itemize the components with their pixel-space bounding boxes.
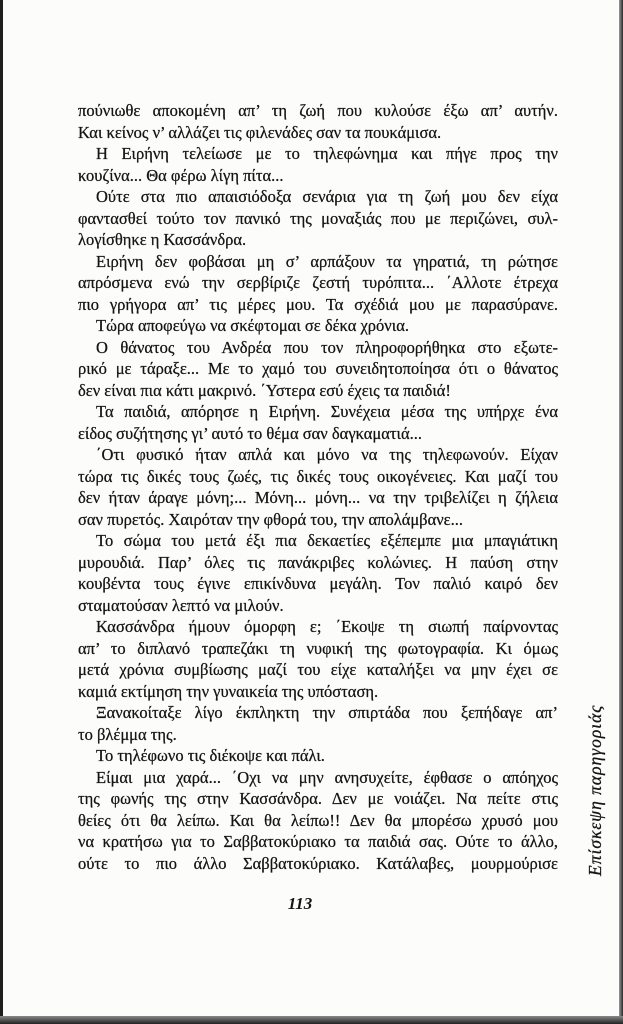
- text-line: Ο θάνατος του Ανδρέα που τον πληροφορήθηκα στο εξωτε-: [96, 337, 558, 357]
- text-line: φαντασθεί τούτο τον πανικό της μοναξιάς που με περιζώνει, συλ-: [78, 208, 558, 228]
- text-line: τώρα τις δικές τους ζωές, τις δικές τους οικογένειες. Και μαζί του: [78, 466, 558, 486]
- text-line: το βλέμμα της.: [78, 724, 177, 744]
- text-line: κουζίνα... Θα φέρω λίγη πίτα...: [78, 165, 284, 185]
- text-line: Είμαι μια χαρά... ΄Οχι να μην ανησυχείτε, έφθασε ο απόηχος: [96, 767, 558, 787]
- paragraph: [78, 702, 558, 745]
- scan-edge-right: [619, 0, 623, 1024]
- paragraph: [78, 100, 558, 143]
- text-line: σαν πυρετός. Χαιρόταν την φθορά του, την απολάμβανε...: [78, 509, 463, 529]
- text-line: Και κείνος ν’ αλλάζει τις φιλενάδες σαν τα πουκάμισα.: [78, 122, 442, 142]
- text-line: λογίσθηκε η Κασσάνδρα.: [78, 230, 247, 249]
- text-line: της φωνής της στην Κασσάνδρα. Δεν με νοιάζει. Να πείτε στις: [78, 789, 558, 808]
- paragraph: [78, 143, 558, 186]
- page-number: 113: [287, 894, 313, 913]
- paragraph: [78, 315, 558, 337]
- text-line: Η Ειρήνη τελείωσε με το τηλεφώνημα και πήγε προς την: [96, 144, 558, 163]
- text-line: θείες ότι θα λείπω. Και θα λείπω!! Δεν θα μπορέσω χρυσό μου: [78, 810, 558, 830]
- text-line: πιο γρήγορα απ’ τις μέρες μου. Τα σχέδιά μου με παρασύρανε.: [78, 294, 558, 314]
- text-line: κουβέντα τους έγινε επικίνδυνα μεγάλη. Τον παλιό καιρό δεν: [78, 574, 558, 593]
- text-line: Κασσάνδρα ήμουν όμορφη ε; ΄Εκοψε τη σιωπή παίρνοντας: [96, 617, 558, 636]
- text-line: μετά χρόνια συμβίωσης μαζί του είχε καταλήξει να μην έχει σε: [78, 660, 558, 679]
- running-title: Επίσκεψη παρηγοριάς: [585, 704, 605, 876]
- text-line: ΄Οτι φυσικό ήταν απλά και μόνο να της τηλεφωνούν. Είχαν: [96, 445, 558, 464]
- paragraph: [78, 337, 558, 402]
- text-line: Τα παιδιά, απόρησε η Ειρήνη. Συνέχεια μέσα της υπήρχε ένα: [96, 402, 558, 421]
- text-line: μυρουδιά. Παρ’ όλες τις πανάκριβες κολώνιες. Η παύση στην: [78, 552, 558, 572]
- text-line: να κρατήσω για το Σαββατοκύριακο τα παιδιά σας. Ούτε το άλλο,: [78, 832, 558, 851]
- text-line: σταματούσαν λεπτό να μιλούν.: [78, 595, 284, 615]
- scan-edge-left: [0, 0, 3, 1024]
- text-line: δεν είναι πια κάτι μακρινό. ΄Υστερα εσύ έχεις τα παιδιά!: [78, 380, 451, 400]
- text-line: Το τηλέφωνο τις διέκοψε και πάλι.: [96, 746, 325, 765]
- text-line: δεν ήταν άραγε μόνη;... Μόνη... μόνη... να την τριβελίζει η ζήλεια: [78, 488, 558, 507]
- text-line: Ειρήνη δεν φοβάσαι μη σ’ αρπάξουν τα γηρατιά, τη ρώτησε: [96, 251, 558, 271]
- paragraph: [78, 444, 558, 530]
- text-line: ρικό με τάραξε... Με το χαμό του συνειδητοποίησα ότι ο θάνατος: [78, 359, 558, 378]
- text-line: ούτε το πιο άλλο Σαββατοκύριακο. Κατάλαβες, μουρμούρισε: [78, 853, 558, 873]
- text-line: Ξανακοίταξε λίγο έκπληκτη την σπιρτάδα που ξεπήδαγε απ’: [96, 703, 558, 722]
- paragraph: [78, 616, 558, 702]
- text-line: είδος συζήτησης γι’ αυτό το θέμα σαν δαγκαματιά...: [78, 423, 423, 443]
- paragraph: [78, 745, 558, 767]
- text-line: Το σώμα του μετά έξι πια δεκαετίες εξέπεμπε μια μπαγιάτικη: [96, 531, 558, 550]
- paragraph: [78, 186, 558, 251]
- paragraph: [78, 767, 558, 875]
- text-line: Τώρα αποφεύγω να σκέφτομαι σε δέκα χρόνια.: [96, 316, 409, 335]
- text-line: Ούτε στα πιο απαισιόδοξα σενάρια για τη ζωή μου δεν είχα: [96, 187, 558, 206]
- paragraph: [78, 401, 558, 444]
- text-line: πούνιωθε αποκομένη απ’ τη ζωή που κυλούσε έξω απ’ αυτήν.: [78, 101, 558, 120]
- text-line: απρόσμενα ενώ την σερβίριζε ζεστή τυρόπιτα... ΄Αλλοτε έτρεχα: [78, 273, 558, 292]
- text-line: καμιά εκτίμηση την γυναικεία της υπόσταση.: [78, 681, 379, 701]
- scan-edge-bottom: [0, 1016, 623, 1024]
- body-text: [78, 100, 558, 874]
- text-line: απ’ το διπλανό τραπεζάκι τη νυφική της φωτογραφία. Κι όμως: [78, 638, 558, 658]
- paragraph: [78, 251, 558, 316]
- paragraph: [78, 530, 558, 616]
